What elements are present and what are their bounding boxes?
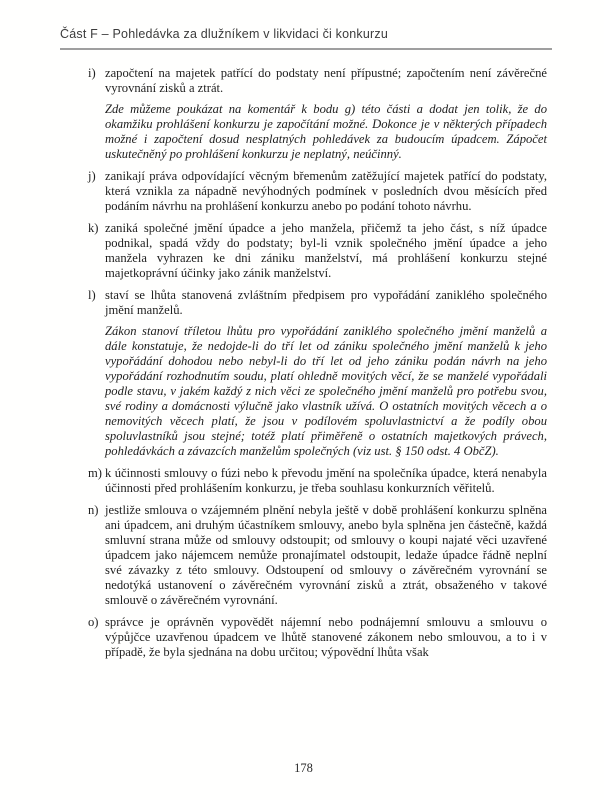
item-body xyxy=(105,221,547,281)
item-label: n) xyxy=(88,503,99,517)
item-label: i) xyxy=(88,66,96,80)
list-item xyxy=(60,615,547,660)
page-number: 178 xyxy=(294,761,313,775)
item-text: k účinnosti smlouvy o fúzi nebo k převodu jmění na společníka úpadce, která nenabyla účinnosti před prohlášením konkurzu, je třeba souhlasu konkurzních věřitelů. xyxy=(105,466,547,495)
item-note: Zde můžeme poukázat na komentář k bodu g) této části a dodat jen tolik, že do okamžiku prohlášení konkurzu je započítání možné. Dokonce je v některých případech možné i započtení dosud nesplatných pohledávek za budoucím úpadcem. Zápočet uskutečněný po prohlášení konkurzu je neplatný, neúčinný. xyxy=(105,102,547,161)
item-note: Zákon stanoví tříletou lhůtu pro vypořádání zaniklého společného jmění manželů a dále konstatuje, že nedojde-li do tří let od zániku společného jmění manželů k jeho vypořádání dohodou nebo nebyl-li do tří let od jeho zániku podán návrh na jeho vypořádání rozhodnutím soudu, platí ohledně movitých věcí, že se manželé vypořádali podle stavu, v jakém každý z nich věci ze společného jmění manželů pro potřebu svou, své rodiny a domácnosti výlučně jako vlastník užívá. O ostatních movitých věcech a o nemovitých věcech platí, že jsou v podílovém spoluvlastnictví a že podíly obou spoluvlastníků jsou stejné; totéž platí přiměřeně o ostatních majetkových právech, pohledávkách a závazcích manželům společných (viz ust. § 150 odst. 4 ObčZ). xyxy=(105,324,547,458)
item-label: o) xyxy=(88,615,99,629)
list-item xyxy=(60,503,547,608)
running-header: Část F – Pohledávka za dlužníkem v likvidaci či konkurzu xyxy=(60,27,389,41)
list-item xyxy=(60,66,547,162)
item-text: správce je oprávněn vypovědět nájemní nebo podnájemní smlouvu a smlouvu o výpůjčce uzavřenou úpadcem ve lhůtě stanovené zákonem nebo smlouvou, a to i v případě, že byla sjednána na dobu určitou; výpovědní lhůta však xyxy=(105,615,547,659)
item-body xyxy=(105,503,547,608)
item-body xyxy=(105,466,547,496)
header-rule xyxy=(60,48,552,50)
item-text: započtení na majetek patřící do podstaty není přípustné; započtením není závěrečné vyrovnání zisků a ztrát. xyxy=(105,66,547,95)
list-item xyxy=(60,466,547,496)
item-body xyxy=(105,615,547,660)
item-text: zaniká společné jmění úpadce a jeho manžela, přičemž ta jeho část, s níž úpadce podnikal, spadá vždy do podstaty; byl-li vznik společného jmění úpadce a jeho manžela vyhrazen ke dni zániku manželství, má prohlášení konkurzu stejné majetkoprávní účinky jako zánik manželství. xyxy=(105,221,547,280)
item-text: jestliže smlouva o vzájemném plnění nebyla ještě v době prohlášení konkurzu splněna ani úpadcem, ani druhým účastníkem smlouvy, anebo byla splněna jen částečně, každá smluvní strana může od smlouvy odstoupit; od smlouvy o koupi najaté věci uzavřené úpadcem jako nájemcem nemůže pronajímatel odstoupit, ledaže úpadce řádně neplní své závazky z této smlouvy. Odstoupení od smlouvy o závěrečném vyrovnání se nedotýká ustanovení o závěrečném vyrovnání zisků a ztrát, obsaženého v takové smlouvě o závěrečném vyrovnání. xyxy=(105,503,547,607)
item-label: k) xyxy=(88,221,99,235)
list-item xyxy=(60,221,547,281)
list-item xyxy=(60,288,547,459)
clause-list xyxy=(60,66,547,660)
item-label: l) xyxy=(88,288,96,302)
item-label: m) xyxy=(88,466,102,480)
item-body xyxy=(105,288,547,459)
item-body xyxy=(105,169,547,214)
item-text: zanikají práva odpovídající věcným břemenům zatěžující majetek patřící do podstaty, která vznikla za nápadně nevýhodných podmínek v posledních dvou měsících před podáním návrhu na prohlášení konkurzu anebo po podání tohoto návrhu. xyxy=(105,169,547,213)
item-label: j) xyxy=(88,169,96,183)
list-item xyxy=(60,169,547,214)
item-body xyxy=(105,66,547,162)
item-text: staví se lhůta stanovená zvláštním předpisem pro vypořádání zaniklého společného jmění manželů. xyxy=(105,288,547,317)
